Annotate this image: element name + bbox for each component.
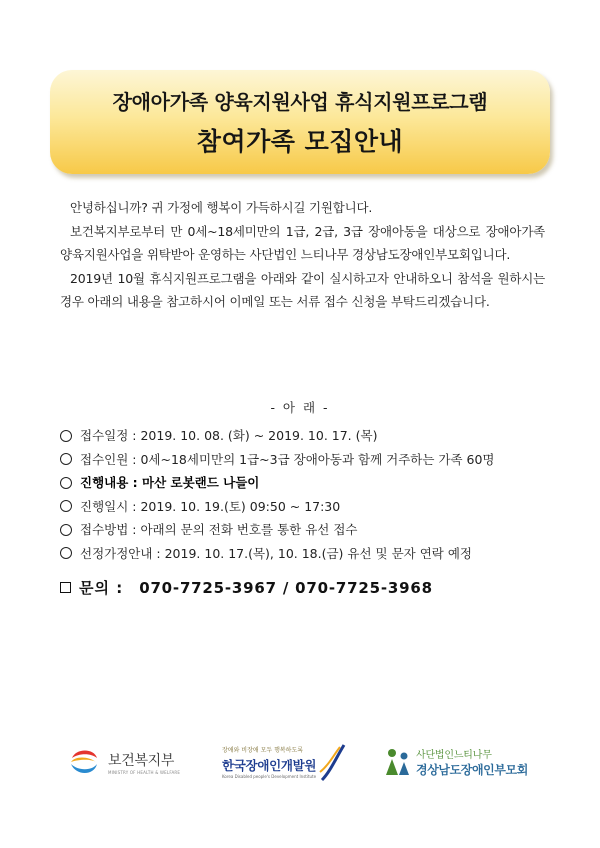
circle-bullet-icon xyxy=(60,500,72,512)
mohw-eng: MINISTRY OF HEALTH & WELFARE xyxy=(108,769,181,775)
mohw-swirl-icon xyxy=(66,744,102,780)
circle-bullet-icon xyxy=(60,430,72,442)
square-bullet-icon xyxy=(60,582,71,593)
contact-line xyxy=(60,577,433,598)
circle-bullet-icon xyxy=(60,477,72,489)
intro-paragraph: 2019년 10월 휴식지원프로그램을 아래와 같이 실시하고자 안내하오니 참석을 원하시는 경우 아래의 내용을 참고하시어 이메일 또는 서류 접수 신청을 부탁드리겠습니다. xyxy=(60,270,545,309)
detail-text: 진행일시 : 2019. 10. 19.(토) 09:50 ~ 17:30 xyxy=(80,498,341,514)
detail-item-selection xyxy=(60,542,560,566)
koddi-slogan: 장애와 비장애 모두 행복하도록 xyxy=(222,747,304,754)
detail-text: 접수방법 : 아래의 문의 전화 번호를 통한 유선 접수 xyxy=(80,522,358,537)
koddi-wave-icon xyxy=(318,742,348,782)
contact-numbers: 070-7725-3967 / 070-7725-3968 xyxy=(139,578,433,597)
intro-text xyxy=(60,196,545,314)
detail-item-datetime xyxy=(60,495,560,519)
detail-text: 선정가정안내 : 2019. 10. 17.(목), 10. 18.(금) 유선 및 문자 연락 예정 xyxy=(80,545,472,561)
family-icon xyxy=(384,747,412,777)
page-title: 장애아가족 양육지원사업 휴식지원프로그램 xyxy=(112,90,488,114)
gyeongnam-org: 사단법인느티나무 xyxy=(416,750,492,761)
mohw-logo xyxy=(66,740,180,784)
detail-item-method xyxy=(60,518,560,542)
mohw-name: 보건복지부 xyxy=(108,752,175,769)
detail-item-capacity xyxy=(60,448,560,472)
circle-bullet-icon xyxy=(60,524,72,536)
circle-bullet-icon xyxy=(60,547,72,559)
contact-label: 문의 : xyxy=(79,579,124,597)
detail-item-schedule xyxy=(60,424,560,448)
detail-text: 접수일정 : 2019. 10. 08. (화) ~ 2019. 10. 17. (목) xyxy=(80,428,378,443)
detail-text: 접수인원 : 0세~18세미만의 1급~3급 장애아동과 함께 거주하는 가족 60명 xyxy=(80,451,495,467)
koddi-eng: Korea Disabled people's Development Institute xyxy=(222,774,317,779)
details-list xyxy=(60,424,560,565)
detail-text: 진행내용 : 마산 로봇랜드 나들이 xyxy=(80,475,260,490)
intro-paragraph: 안녕하십니까? 귀 가정에 행복이 가득하시길 기원합니다. xyxy=(70,200,373,215)
title-banner xyxy=(50,70,550,174)
koddi-name: 한국장애인개발원 xyxy=(222,758,317,773)
page-subtitle: 참여가족 모집안내 xyxy=(196,127,404,156)
detail-item-content xyxy=(60,471,560,495)
gyeongnam-logo xyxy=(384,740,528,784)
gyeongnam-name: 경상남도장애인부모회 xyxy=(416,763,528,777)
intro-paragraph: 보건복지부로부터 만 0세~18세미만의 1급, 2급, 3급 장애아동을 대상으로 장애아가족 양육지원사업을 위탁받아 운영하는 사단법인 느티나무 경상남도장애인부모회입니다. xyxy=(60,223,545,262)
circle-bullet-icon xyxy=(60,453,72,465)
koddi-logo xyxy=(222,740,348,784)
notice-heading: - 아 래 - xyxy=(270,400,330,415)
